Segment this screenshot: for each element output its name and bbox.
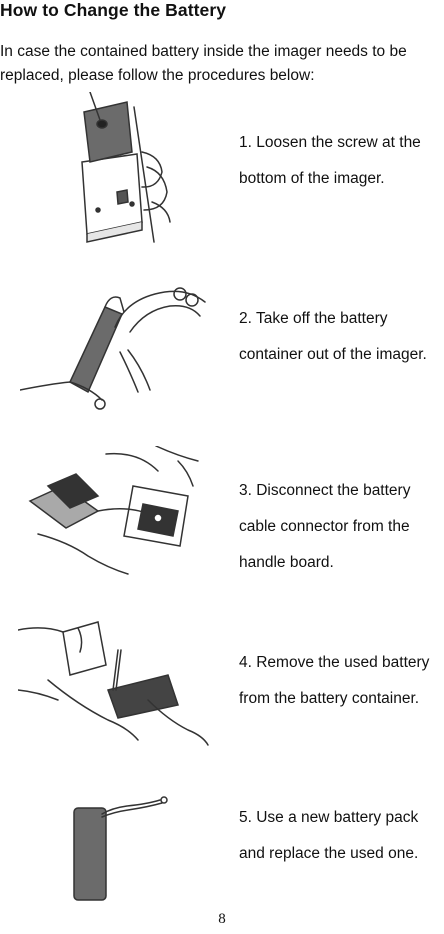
step-1-figure [72, 92, 177, 248]
step-5-figure [72, 794, 172, 904]
step-4-figure [18, 610, 210, 750]
intro-paragraph: In case the contained battery inside the imager needs to be replaced, please follow the procedures below: [0, 43, 407, 84]
step-2-text: 2. Take off the battery container out of the imager. [239, 310, 427, 363]
step-4-text: 4. Remove the used battery from the battery container. [239, 654, 430, 707]
step-3-text: 3. Disconnect the battery cable connector from the handle board. [239, 482, 411, 571]
page-title: How to Change the Battery [0, 0, 227, 20]
step-2-figure [20, 272, 212, 412]
step-5-text: 5. Use a new battery pack and replace the used one. [239, 809, 419, 862]
page-number: 8 [218, 911, 226, 927]
step-3-figure [28, 446, 208, 576]
step-1-text: 1. Loosen the screw at the bottom of the imager. [239, 134, 421, 187]
